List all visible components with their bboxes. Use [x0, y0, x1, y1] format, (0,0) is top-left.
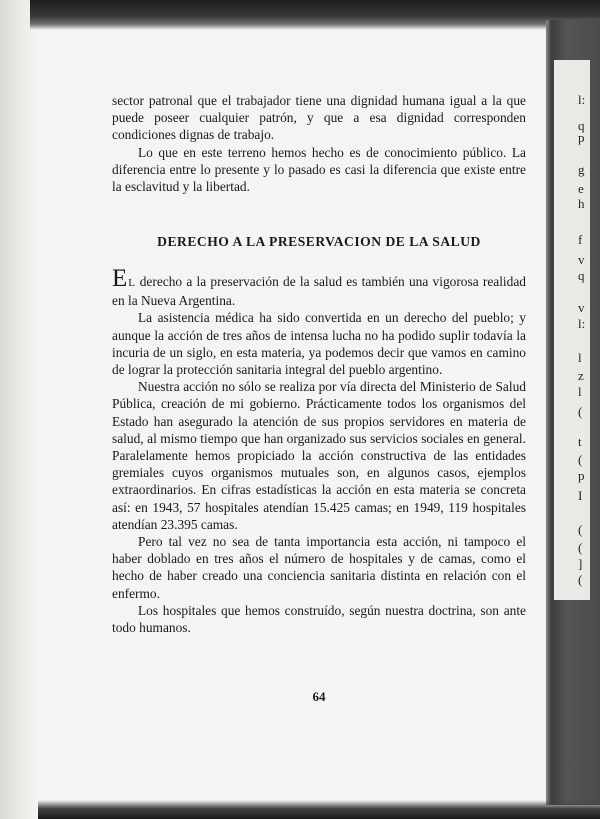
facing-page-letter: l [578, 350, 582, 365]
facing-page-letter: q [578, 268, 585, 283]
facing-page-letter: v [578, 252, 585, 267]
section-heading: DERECHO A LA PRESERVACION DE LA SALUD [157, 234, 481, 249]
scan-shadow-bottom [38, 800, 600, 819]
facing-page-letter: z [578, 368, 584, 383]
intro-text [112, 92, 526, 195]
facing-page-letter: ( [578, 522, 583, 537]
facing-page-letter: ] [578, 556, 583, 571]
facing-page-letter: l [578, 384, 582, 399]
scan-shadow-left [0, 0, 38, 819]
facing-page-letter: ( [578, 572, 583, 587]
facing-page-letter: ( [578, 540, 583, 555]
body-paragraph: Los hospitales que hemos construído, según nuestra doctrina, son ante todo humanos. [112, 602, 526, 636]
facing-page-letter: h [578, 196, 585, 211]
body-paragraph: Pero tal vez no sea de tanta importancia esta acción, ni tampoco el haber doblado en tres años el número de hospitales y de camas, como el hecho de haber creado una conciencia sanitaria distinta en relación con el enfermo. [112, 534, 526, 601]
facing-page-letter: p [578, 130, 585, 145]
facing-page-letter: p [578, 468, 585, 483]
page-number: 64 [312, 689, 326, 704]
facing-page-letter: v [578, 300, 585, 315]
drop-cap-small-caps: L [128, 277, 136, 289]
facing-page-letter: t [578, 434, 582, 449]
first-paragraph [112, 265, 526, 309]
facing-page-letter: ( [578, 404, 583, 419]
section-body [112, 265, 526, 636]
intro-paragraph: sector patronal que el trabajador tiene una dignidad humana igual a la que puede poseer cualquier patrón, y que a esa dignidad corresponden condiciones dignas de trabajo. [112, 93, 526, 143]
intro-paragraph: Lo que en este terreno hemos hecho es de conocimiento público. La diferencia entre lo presente y lo pasado es casi la diferencia que existe entre la esclavitud y la libertad. [112, 144, 526, 195]
facing-page-letter: f [578, 232, 583, 247]
drop-cap: E [112, 265, 129, 292]
facing-page-letter: e [578, 181, 584, 196]
facing-page-edge-letters [574, 0, 594, 819]
facing-page-letter: ( [578, 452, 583, 467]
facing-page-letter: l: [578, 316, 586, 331]
scan-shadow-top [30, 0, 600, 30]
facing-page-letter: g [578, 162, 585, 177]
facing-page-letter: l: [578, 92, 586, 107]
first-paragraph-text: derecho a la preservación de la salud es también una vigorosa realidad en la Nueva Argentina. [112, 274, 526, 309]
facing-page-letter: q [578, 118, 585, 133]
body-paragraph: La asistencia médica ha sido convertida en un derecho del pueblo; y aunque la acción de tres años de intensa lucha no ha podido suplir todavía la incuria de un siglo, en esta materia, ya podemos decir que vamos en camino de lograr la protección sanitaria integral del pueblo argentino. [112, 310, 526, 378]
body-paragraph: Nuestra acción no sólo se realiza por vía directa del Ministerio de Salud Pública, creación de mi gobierno. Prácticamente todos los organismos del Estado han asegurado la atención de sus propios servidores en materia de salud, al mismo tiempo que han organizado sus servicios sociales en general. Paralelamente hemos propiciado la acción constructiva de las entidades gremiales cuyos organismos mutuales son, en algunos casos, ejemplos extraordinarios. En cifras estadísticas la acción en esta materia se concreta así: en 1943, 57 hospitales atendían 15.425 camas; en 1949, 119 hospitales atendían 23.395 camas. [112, 379, 526, 532]
facing-page-letter: I [578, 488, 583, 503]
